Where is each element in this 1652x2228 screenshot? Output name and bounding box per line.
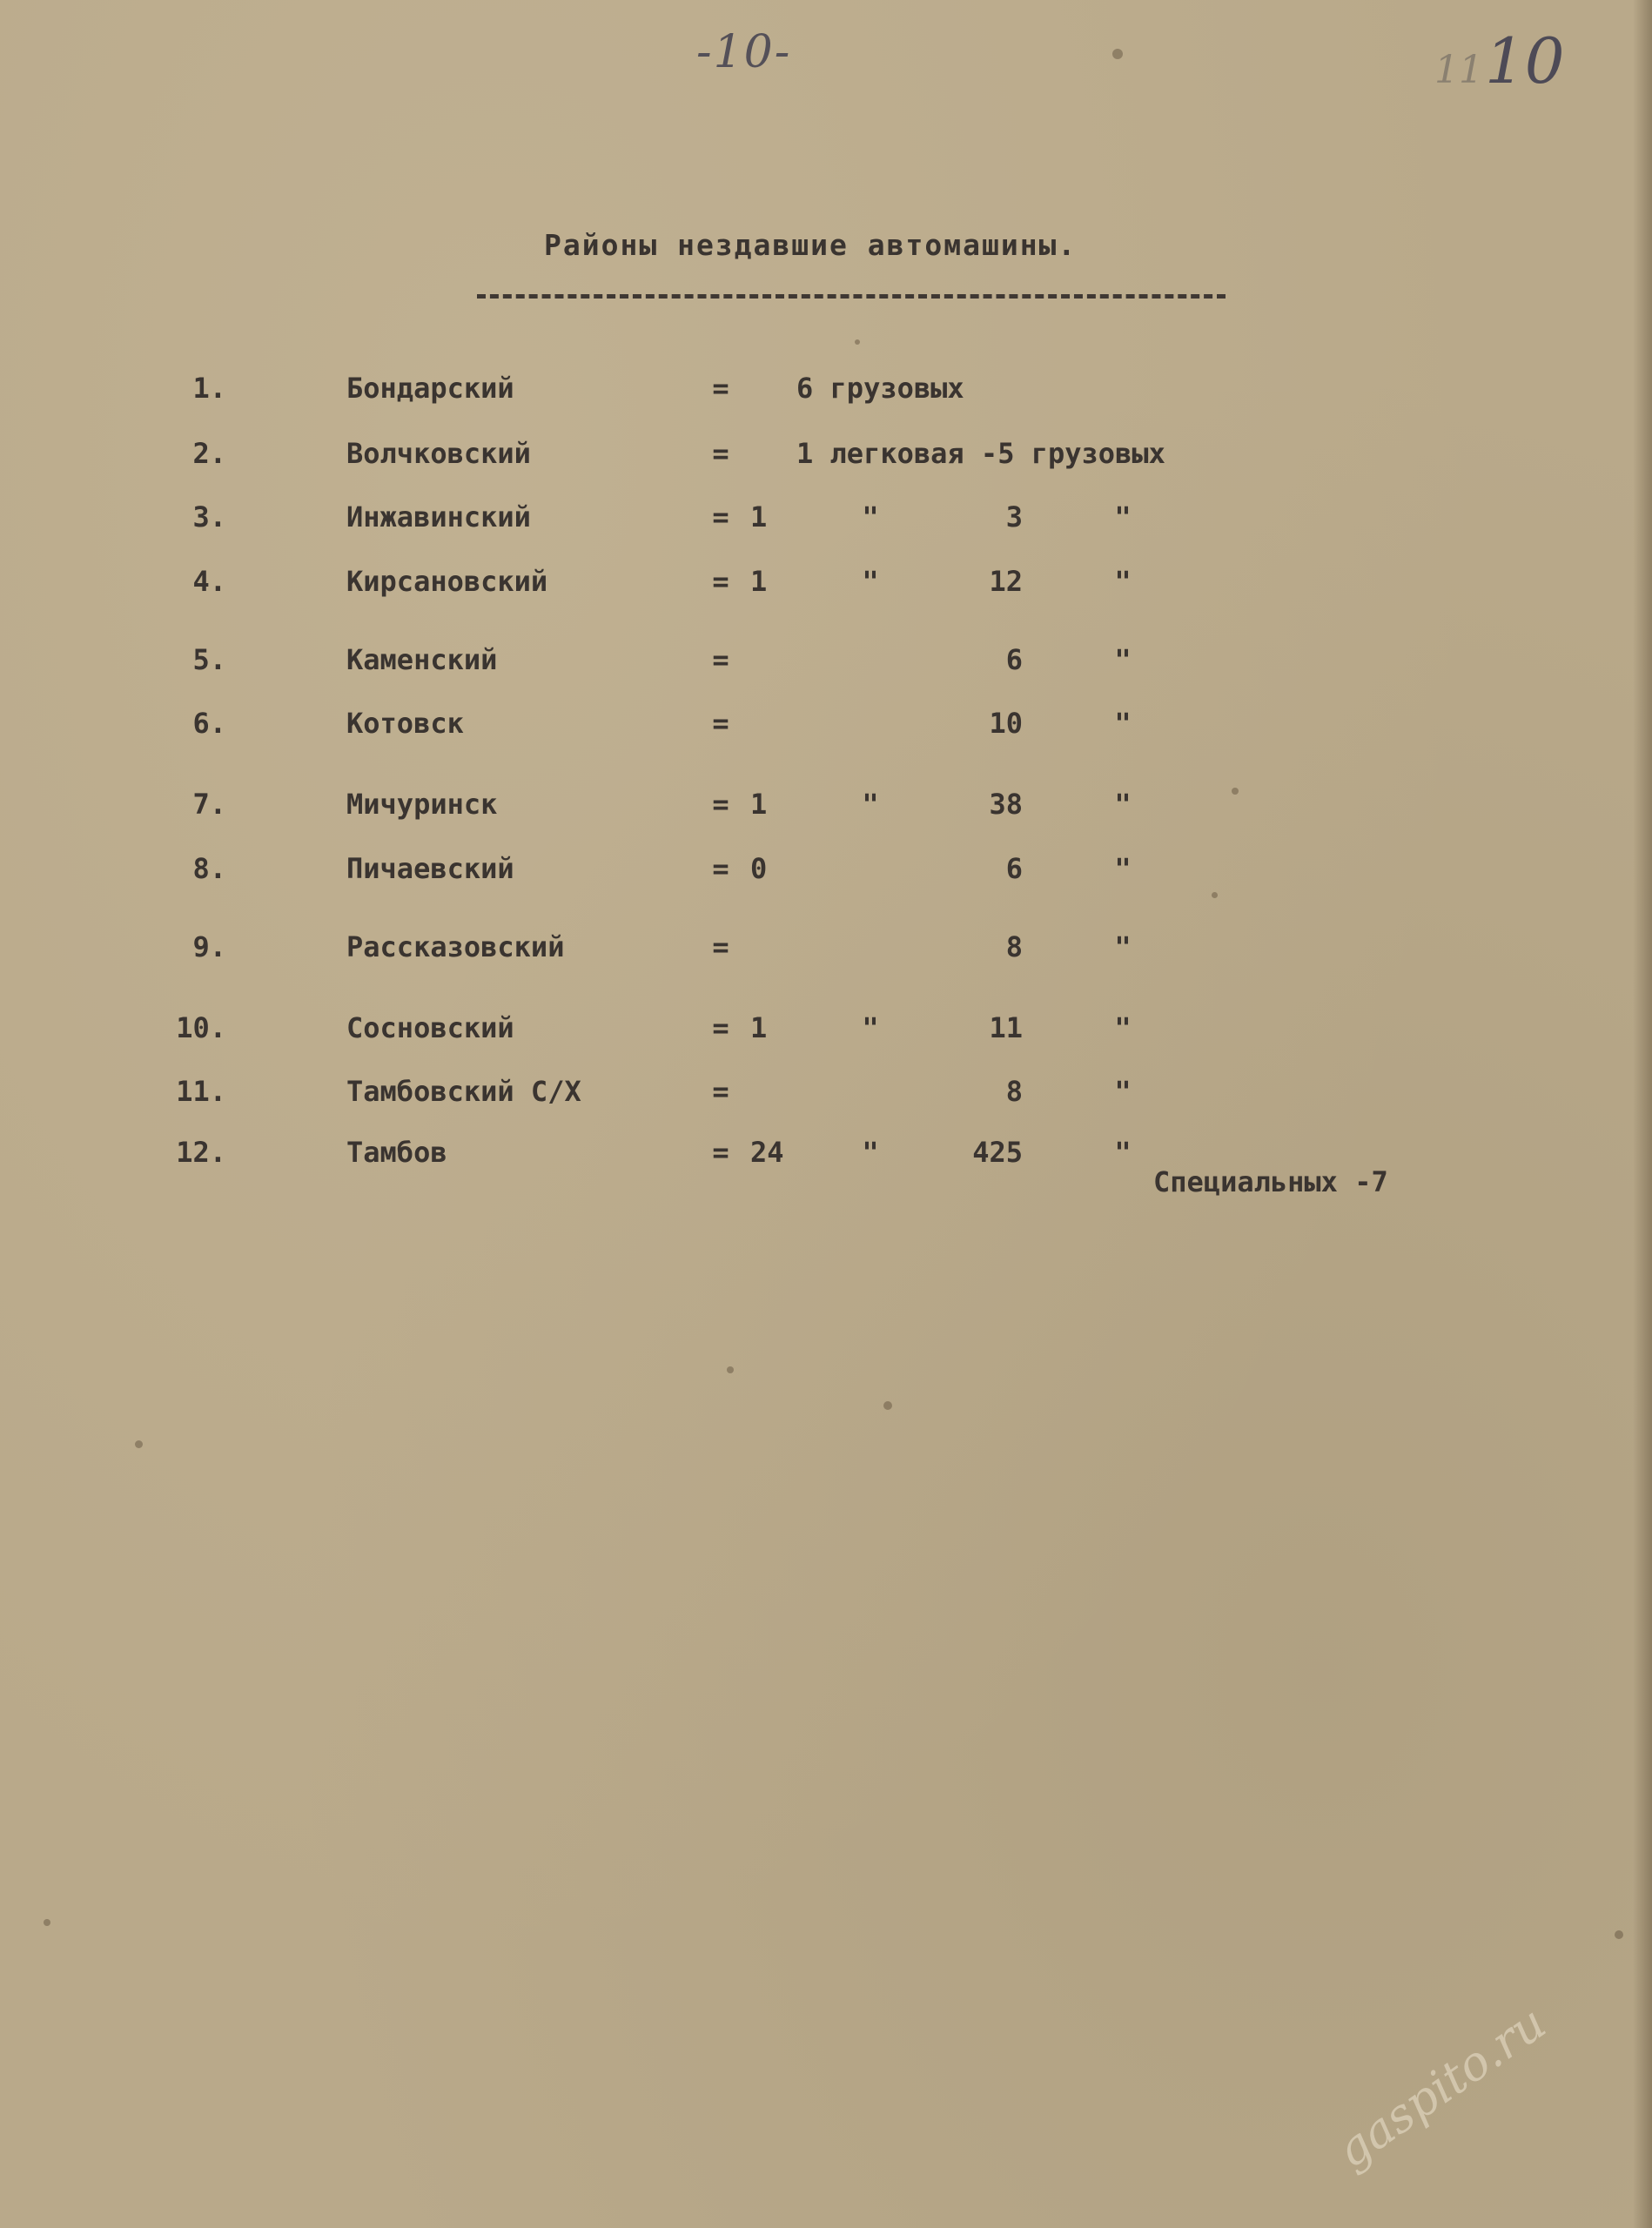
ditto-mark: " bbox=[1114, 500, 1132, 534]
paper-speck bbox=[135, 1440, 143, 1448]
ditto-mark: " bbox=[1114, 852, 1132, 885]
row-number: 8. bbox=[192, 852, 226, 885]
document-title: Районы нездавшие автомашины. bbox=[544, 228, 1078, 262]
paper-speck bbox=[1212, 892, 1218, 898]
truck-count: 425 bbox=[972, 1136, 1023, 1169]
equals-sign: = bbox=[712, 372, 729, 405]
folio-number bbox=[1434, 24, 1565, 97]
paper-speck bbox=[883, 1401, 892, 1410]
truck-count: 11 bbox=[989, 1011, 1023, 1044]
equals-sign: = bbox=[712, 643, 729, 676]
truck-count: 38 bbox=[989, 788, 1023, 821]
district-name: Мичуринск bbox=[346, 788, 498, 821]
equals-sign: = bbox=[712, 852, 729, 885]
title-underline bbox=[477, 294, 1226, 299]
ditto-mark: " bbox=[1114, 930, 1132, 963]
row-number: 6. bbox=[192, 707, 226, 740]
row-number: 12. bbox=[176, 1136, 226, 1169]
ditto-mark: " bbox=[862, 1136, 879, 1169]
district-name: Бондарский bbox=[346, 372, 514, 405]
vehicle-description: 1 легковая -5 грузовых bbox=[796, 437, 1165, 470]
district-name: Кирсановский bbox=[346, 565, 548, 598]
paper-speck bbox=[727, 1366, 734, 1373]
passenger-car-count: 1 bbox=[750, 565, 768, 598]
equals-sign: = bbox=[712, 788, 729, 821]
paper-speck bbox=[44, 1919, 50, 1926]
truck-count: 3 bbox=[1005, 500, 1023, 534]
ditto-mark: " bbox=[1114, 1011, 1132, 1044]
district-name: Сосновский bbox=[346, 1011, 514, 1044]
ditto-mark: " bbox=[862, 788, 879, 821]
equals-sign: = bbox=[712, 1136, 729, 1169]
truck-count: 12 bbox=[989, 565, 1023, 598]
district-name: Пичаевский bbox=[346, 852, 514, 885]
district-name: Волчковский bbox=[346, 437, 531, 470]
row-number: 2. bbox=[192, 437, 226, 470]
folio-main: 10 bbox=[1485, 24, 1565, 97]
equals-sign: = bbox=[712, 500, 729, 534]
watermark: gaspito.ru bbox=[1326, 1995, 1556, 2178]
equals-sign: = bbox=[712, 707, 729, 740]
equals-sign: = bbox=[712, 565, 729, 598]
ditto-mark: " bbox=[1114, 788, 1132, 821]
district-name: Рассказовский bbox=[346, 930, 565, 963]
equals-sign: = bbox=[712, 1011, 729, 1044]
truck-count: 6 bbox=[1005, 852, 1023, 885]
special-vehicles-note: Специальных -7 bbox=[1153, 1165, 1388, 1198]
truck-count: 8 bbox=[1005, 1075, 1023, 1108]
equals-sign: = bbox=[712, 437, 729, 470]
page-marker: -10- bbox=[696, 26, 792, 78]
district-name: Тамбов bbox=[346, 1136, 447, 1169]
paper-speck bbox=[1232, 788, 1239, 795]
passenger-car-count: 1 bbox=[750, 788, 768, 821]
paper-speck bbox=[1615, 1930, 1623, 1939]
truck-count: 8 bbox=[1005, 930, 1023, 963]
district-name: Инжавинский bbox=[346, 500, 531, 534]
passenger-car-count: 1 bbox=[750, 1011, 768, 1044]
row-number: 5. bbox=[192, 643, 226, 676]
ditto-mark: " bbox=[862, 565, 879, 598]
vehicle-description: 6 грузовых bbox=[796, 372, 964, 405]
ditto-mark: " bbox=[1114, 565, 1132, 598]
page-edge-shadow bbox=[1633, 0, 1652, 2228]
truck-count: 10 bbox=[989, 707, 1023, 740]
passenger-car-count: 0 bbox=[750, 852, 768, 885]
row-number: 7. bbox=[192, 788, 226, 821]
paper-speck bbox=[855, 339, 860, 345]
paper-speck bbox=[1112, 49, 1123, 59]
ditto-mark: " bbox=[862, 1011, 879, 1044]
row-number: 4. bbox=[192, 565, 226, 598]
row-number: 3. bbox=[192, 500, 226, 534]
row-number: 1. bbox=[192, 372, 226, 405]
ditto-mark: " bbox=[1114, 1136, 1132, 1169]
row-number: 10. bbox=[176, 1011, 226, 1044]
district-name: Тамбовский С/Х bbox=[346, 1075, 581, 1108]
row-number: 9. bbox=[192, 930, 226, 963]
row-number: 11. bbox=[176, 1075, 226, 1108]
ditto-mark: " bbox=[862, 500, 879, 534]
equals-sign: = bbox=[712, 930, 729, 963]
truck-count: 6 bbox=[1005, 643, 1023, 676]
equals-sign: = bbox=[712, 1075, 729, 1108]
ditto-mark: " bbox=[1114, 1075, 1132, 1108]
ditto-mark: " bbox=[1114, 643, 1132, 676]
folio-faint: 11 bbox=[1434, 48, 1483, 92]
passenger-car-count: 24 bbox=[750, 1136, 784, 1169]
district-name: Котовск bbox=[346, 707, 464, 740]
district-name: Каменский bbox=[346, 643, 498, 676]
ditto-mark: " bbox=[1114, 707, 1132, 740]
passenger-car-count: 1 bbox=[750, 500, 768, 534]
